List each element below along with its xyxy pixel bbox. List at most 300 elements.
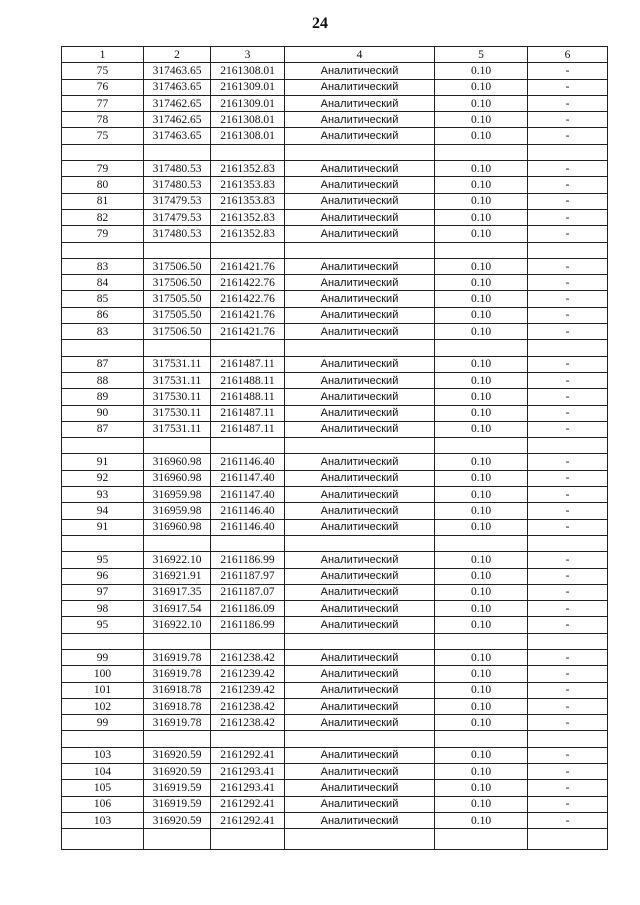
method-cell: Аналитический bbox=[285, 503, 435, 519]
method-cell: Аналитический bbox=[285, 258, 435, 274]
empty-cell bbox=[62, 535, 144, 551]
note-cell: - bbox=[528, 715, 608, 731]
x-coordinate-cell: 317506.50 bbox=[144, 258, 211, 274]
empty-cell bbox=[285, 340, 435, 356]
note-cell: - bbox=[528, 389, 608, 405]
point-number-cell: 82 bbox=[62, 209, 144, 225]
point-number-cell: 103 bbox=[62, 812, 144, 828]
note-cell: - bbox=[528, 503, 608, 519]
separator-row bbox=[62, 633, 608, 649]
x-coordinate-cell: 316960.98 bbox=[144, 470, 211, 486]
method-cell: Аналитический bbox=[285, 307, 435, 323]
y-coordinate-cell: 2161353.83 bbox=[211, 177, 285, 193]
point-number-cell: 103 bbox=[62, 747, 144, 763]
empty-cell bbox=[211, 535, 285, 551]
empty-cell bbox=[285, 438, 435, 454]
method-cell: Аналитический bbox=[285, 372, 435, 388]
empty-cell bbox=[528, 731, 608, 747]
x-coordinate-cell: 317480.53 bbox=[144, 226, 211, 242]
empty-cell bbox=[62, 731, 144, 747]
note-cell: - bbox=[528, 177, 608, 193]
empty-cell bbox=[528, 829, 608, 850]
table-row bbox=[62, 682, 608, 698]
empty-cell bbox=[211, 242, 285, 258]
empty-cell bbox=[211, 438, 285, 454]
separator-row bbox=[62, 535, 608, 551]
empty-cell bbox=[62, 144, 144, 160]
empty-cell bbox=[435, 438, 528, 454]
table-row bbox=[62, 177, 608, 193]
x-coordinate-cell: 317531.11 bbox=[144, 372, 211, 388]
x-coordinate-cell: 317506.50 bbox=[144, 275, 211, 291]
x-coordinate-cell: 317530.11 bbox=[144, 405, 211, 421]
x-coordinate-cell: 317531.11 bbox=[144, 356, 211, 372]
point-number-cell: 80 bbox=[62, 177, 144, 193]
table-row bbox=[62, 601, 608, 617]
accuracy-cell: 0.10 bbox=[435, 389, 528, 405]
accuracy-cell: 0.10 bbox=[435, 747, 528, 763]
note-cell: - bbox=[528, 356, 608, 372]
empty-cell bbox=[144, 144, 211, 160]
empty-cell bbox=[144, 731, 211, 747]
y-coordinate-cell: 2161488.11 bbox=[211, 372, 285, 388]
method-cell: Аналитический bbox=[285, 796, 435, 812]
note-cell: - bbox=[528, 682, 608, 698]
x-coordinate-cell: 316922.10 bbox=[144, 552, 211, 568]
method-cell: Аналитический bbox=[285, 275, 435, 291]
table-row bbox=[62, 649, 608, 665]
accuracy-cell: 0.10 bbox=[435, 405, 528, 421]
empty-cell bbox=[211, 340, 285, 356]
x-coordinate-cell: 317530.11 bbox=[144, 389, 211, 405]
note-cell: - bbox=[528, 470, 608, 486]
method-cell: Аналитический bbox=[285, 405, 435, 421]
x-coordinate-cell: 317506.50 bbox=[144, 324, 211, 340]
accuracy-cell: 0.10 bbox=[435, 307, 528, 323]
point-number-cell: 86 bbox=[62, 307, 144, 323]
table-row bbox=[62, 307, 608, 323]
table-row bbox=[62, 470, 608, 486]
column-header-6: 6 bbox=[528, 47, 608, 63]
accuracy-cell: 0.10 bbox=[435, 226, 528, 242]
note-cell: - bbox=[528, 666, 608, 682]
empty-cell bbox=[62, 340, 144, 356]
note-cell: - bbox=[528, 112, 608, 128]
accuracy-cell: 0.10 bbox=[435, 356, 528, 372]
x-coordinate-cell: 316959.98 bbox=[144, 487, 211, 503]
empty-cell bbox=[528, 633, 608, 649]
point-number-cell: 106 bbox=[62, 796, 144, 812]
table-body bbox=[62, 63, 608, 850]
point-number-cell: 84 bbox=[62, 275, 144, 291]
accuracy-cell: 0.10 bbox=[435, 177, 528, 193]
empty-cell bbox=[435, 144, 528, 160]
point-number-cell: 93 bbox=[62, 487, 144, 503]
table-row bbox=[62, 112, 608, 128]
empty-cell bbox=[62, 438, 144, 454]
point-number-cell: 91 bbox=[62, 519, 144, 535]
method-cell: Аналитический bbox=[285, 747, 435, 763]
accuracy-cell: 0.10 bbox=[435, 487, 528, 503]
note-cell: - bbox=[528, 372, 608, 388]
separator-row bbox=[62, 242, 608, 258]
method-cell: Аналитический bbox=[285, 715, 435, 731]
x-coordinate-cell: 316960.98 bbox=[144, 519, 211, 535]
x-coordinate-cell: 317505.50 bbox=[144, 291, 211, 307]
accuracy-cell: 0.10 bbox=[435, 112, 528, 128]
note-cell: - bbox=[528, 307, 608, 323]
x-coordinate-cell: 317480.53 bbox=[144, 177, 211, 193]
table-row bbox=[62, 95, 608, 111]
note-cell: - bbox=[528, 812, 608, 828]
table-row bbox=[62, 487, 608, 503]
y-coordinate-cell: 2161352.83 bbox=[211, 161, 285, 177]
accuracy-cell: 0.10 bbox=[435, 649, 528, 665]
empty-cell bbox=[62, 633, 144, 649]
method-cell: Аналитический bbox=[285, 682, 435, 698]
note-cell: - bbox=[528, 324, 608, 340]
x-coordinate-cell: 317463.65 bbox=[144, 128, 211, 144]
table-row bbox=[62, 226, 608, 242]
accuracy-cell: 0.10 bbox=[435, 503, 528, 519]
y-coordinate-cell: 2161187.07 bbox=[211, 584, 285, 600]
table-row bbox=[62, 324, 608, 340]
y-coordinate-cell: 2161421.76 bbox=[211, 307, 285, 323]
x-coordinate-cell: 316919.78 bbox=[144, 649, 211, 665]
accuracy-cell: 0.10 bbox=[435, 454, 528, 470]
method-cell: Аналитический bbox=[285, 161, 435, 177]
accuracy-cell: 0.10 bbox=[435, 796, 528, 812]
x-coordinate-cell: 316919.78 bbox=[144, 666, 211, 682]
empty-cell bbox=[211, 731, 285, 747]
y-coordinate-cell: 2161238.42 bbox=[211, 715, 285, 731]
y-coordinate-cell: 2161147.40 bbox=[211, 487, 285, 503]
x-coordinate-cell: 316920.59 bbox=[144, 747, 211, 763]
table-row bbox=[62, 161, 608, 177]
note-cell: - bbox=[528, 601, 608, 617]
method-cell: Аналитический bbox=[285, 519, 435, 535]
empty-cell bbox=[285, 144, 435, 160]
x-coordinate-cell: 317463.65 bbox=[144, 63, 211, 79]
accuracy-cell: 0.10 bbox=[435, 519, 528, 535]
y-coordinate-cell: 2161292.41 bbox=[211, 812, 285, 828]
point-number-cell: 78 bbox=[62, 112, 144, 128]
table-row bbox=[62, 454, 608, 470]
table-row bbox=[62, 764, 608, 780]
point-number-cell: 87 bbox=[62, 421, 144, 437]
point-number-cell: 105 bbox=[62, 780, 144, 796]
y-coordinate-cell: 2161146.40 bbox=[211, 503, 285, 519]
empty-cell bbox=[435, 340, 528, 356]
point-number-cell: 104 bbox=[62, 764, 144, 780]
point-number-cell: 88 bbox=[62, 372, 144, 388]
point-number-cell: 81 bbox=[62, 193, 144, 209]
point-number-cell: 90 bbox=[62, 405, 144, 421]
y-coordinate-cell: 2161292.41 bbox=[211, 747, 285, 763]
empty-cell bbox=[144, 633, 211, 649]
note-cell: - bbox=[528, 193, 608, 209]
y-coordinate-cell: 2161488.11 bbox=[211, 389, 285, 405]
accuracy-cell: 0.10 bbox=[435, 161, 528, 177]
note-cell: - bbox=[528, 291, 608, 307]
table-header bbox=[62, 47, 608, 63]
method-cell: Аналитический bbox=[285, 177, 435, 193]
point-number-cell: 99 bbox=[62, 715, 144, 731]
note-cell: - bbox=[528, 161, 608, 177]
x-coordinate-cell: 317462.65 bbox=[144, 95, 211, 111]
y-coordinate-cell: 2161146.40 bbox=[211, 454, 285, 470]
note-cell: - bbox=[528, 764, 608, 780]
y-coordinate-cell: 2161308.01 bbox=[211, 128, 285, 144]
y-coordinate-cell: 2161352.83 bbox=[211, 209, 285, 225]
point-number-cell: 83 bbox=[62, 324, 144, 340]
method-cell: Аналитический bbox=[285, 764, 435, 780]
method-cell: Аналитический bbox=[285, 421, 435, 437]
note-cell: - bbox=[528, 421, 608, 437]
table-row bbox=[62, 698, 608, 714]
table-row bbox=[62, 519, 608, 535]
empty-cell bbox=[528, 144, 608, 160]
accuracy-cell: 0.10 bbox=[435, 324, 528, 340]
table-row bbox=[62, 63, 608, 79]
accuracy-cell: 0.10 bbox=[435, 698, 528, 714]
y-coordinate-cell: 2161487.11 bbox=[211, 405, 285, 421]
method-cell: Аналитический bbox=[285, 209, 435, 225]
x-coordinate-cell: 316917.54 bbox=[144, 601, 211, 617]
column-header-4: 4 bbox=[285, 47, 435, 63]
x-coordinate-cell: 316920.59 bbox=[144, 764, 211, 780]
y-coordinate-cell: 2161293.41 bbox=[211, 780, 285, 796]
note-cell: - bbox=[528, 79, 608, 95]
accuracy-cell: 0.10 bbox=[435, 209, 528, 225]
point-number-cell: 102 bbox=[62, 698, 144, 714]
note-cell: - bbox=[528, 796, 608, 812]
y-coordinate-cell: 2161238.42 bbox=[211, 698, 285, 714]
empty-cell bbox=[144, 438, 211, 454]
y-coordinate-cell: 2161292.41 bbox=[211, 796, 285, 812]
accuracy-cell: 0.10 bbox=[435, 764, 528, 780]
x-coordinate-cell: 317505.50 bbox=[144, 307, 211, 323]
method-cell: Аналитический bbox=[285, 454, 435, 470]
note-cell: - bbox=[528, 519, 608, 535]
separator-row bbox=[62, 438, 608, 454]
table-row bbox=[62, 405, 608, 421]
point-number-cell: 77 bbox=[62, 95, 144, 111]
method-cell: Аналитический bbox=[285, 552, 435, 568]
table-row bbox=[62, 568, 608, 584]
method-cell: Аналитический bbox=[285, 95, 435, 111]
y-coordinate-cell: 2161293.41 bbox=[211, 764, 285, 780]
table-row bbox=[62, 275, 608, 291]
method-cell: Аналитический bbox=[285, 291, 435, 307]
note-cell: - bbox=[528, 617, 608, 633]
method-cell: Аналитический bbox=[285, 63, 435, 79]
table-row bbox=[62, 356, 608, 372]
y-coordinate-cell: 2161308.01 bbox=[211, 112, 285, 128]
x-coordinate-cell: 316960.98 bbox=[144, 454, 211, 470]
y-coordinate-cell: 2161187.97 bbox=[211, 568, 285, 584]
point-number-cell: 83 bbox=[62, 258, 144, 274]
table-row bbox=[62, 796, 608, 812]
empty-cell bbox=[144, 829, 211, 850]
y-coordinate-cell: 2161422.76 bbox=[211, 291, 285, 307]
y-coordinate-cell: 2161421.76 bbox=[211, 258, 285, 274]
table-row bbox=[62, 291, 608, 307]
separator-row bbox=[62, 731, 608, 747]
column-header-2: 2 bbox=[144, 47, 211, 63]
x-coordinate-cell: 316918.78 bbox=[144, 682, 211, 698]
note-cell: - bbox=[528, 649, 608, 665]
note-cell: - bbox=[528, 258, 608, 274]
method-cell: Аналитический bbox=[285, 470, 435, 486]
method-cell: Аналитический bbox=[285, 568, 435, 584]
method-cell: Аналитический bbox=[285, 324, 435, 340]
point-number-cell: 92 bbox=[62, 470, 144, 486]
separator-row bbox=[62, 144, 608, 160]
empty-cell bbox=[144, 340, 211, 356]
point-number-cell: 100 bbox=[62, 666, 144, 682]
x-coordinate-cell: 317462.65 bbox=[144, 112, 211, 128]
table-row bbox=[62, 389, 608, 405]
point-number-cell: 76 bbox=[62, 79, 144, 95]
table-row bbox=[62, 209, 608, 225]
table-row bbox=[62, 666, 608, 682]
accuracy-cell: 0.10 bbox=[435, 682, 528, 698]
y-coordinate-cell: 2161186.09 bbox=[211, 601, 285, 617]
empty-cell bbox=[285, 633, 435, 649]
note-cell: - bbox=[528, 698, 608, 714]
note-cell: - bbox=[528, 275, 608, 291]
table-row bbox=[62, 747, 608, 763]
x-coordinate-cell: 316922.10 bbox=[144, 617, 211, 633]
empty-cell bbox=[528, 340, 608, 356]
accuracy-cell: 0.10 bbox=[435, 258, 528, 274]
y-coordinate-cell: 2161422.76 bbox=[211, 275, 285, 291]
note-cell: - bbox=[528, 95, 608, 111]
y-coordinate-cell: 2161309.01 bbox=[211, 95, 285, 111]
accuracy-cell: 0.10 bbox=[435, 291, 528, 307]
page-number: 24 bbox=[312, 15, 328, 32]
x-coordinate-cell: 316919.78 bbox=[144, 715, 211, 731]
point-number-cell: 97 bbox=[62, 584, 144, 600]
note-cell: - bbox=[528, 552, 608, 568]
accuracy-cell: 0.10 bbox=[435, 568, 528, 584]
coordinates-table bbox=[61, 46, 608, 850]
accuracy-cell: 0.10 bbox=[435, 275, 528, 291]
empty-cell bbox=[211, 144, 285, 160]
empty-cell bbox=[435, 829, 528, 850]
table-row bbox=[62, 715, 608, 731]
x-coordinate-cell: 317480.53 bbox=[144, 161, 211, 177]
x-coordinate-cell: 317479.53 bbox=[144, 209, 211, 225]
note-cell: - bbox=[528, 780, 608, 796]
method-cell: Аналитический bbox=[285, 780, 435, 796]
accuracy-cell: 0.10 bbox=[435, 715, 528, 731]
separator-row bbox=[62, 340, 608, 356]
point-number-cell: 94 bbox=[62, 503, 144, 519]
method-cell: Аналитический bbox=[285, 601, 435, 617]
y-coordinate-cell: 2161308.01 bbox=[211, 63, 285, 79]
empty-cell bbox=[211, 829, 285, 850]
method-cell: Аналитический bbox=[285, 79, 435, 95]
y-coordinate-cell: 2161238.42 bbox=[211, 649, 285, 665]
empty-cell bbox=[528, 535, 608, 551]
table-row bbox=[62, 193, 608, 209]
separator-row bbox=[62, 829, 608, 850]
table-row bbox=[62, 503, 608, 519]
y-coordinate-cell: 2161186.99 bbox=[211, 552, 285, 568]
table-row bbox=[62, 617, 608, 633]
accuracy-cell: 0.10 bbox=[435, 128, 528, 144]
x-coordinate-cell: 316917.35 bbox=[144, 584, 211, 600]
note-cell: - bbox=[528, 487, 608, 503]
y-coordinate-cell: 2161239.42 bbox=[211, 666, 285, 682]
point-number-cell: 89 bbox=[62, 389, 144, 405]
header-row bbox=[62, 47, 608, 63]
empty-cell bbox=[285, 829, 435, 850]
point-number-cell: 95 bbox=[62, 617, 144, 633]
point-number-cell: 79 bbox=[62, 226, 144, 242]
empty-cell bbox=[285, 731, 435, 747]
note-cell: - bbox=[528, 747, 608, 763]
table-row bbox=[62, 258, 608, 274]
table-row bbox=[62, 421, 608, 437]
point-number-cell: 87 bbox=[62, 356, 144, 372]
point-number-cell: 101 bbox=[62, 682, 144, 698]
point-number-cell: 96 bbox=[62, 568, 144, 584]
point-number-cell: 85 bbox=[62, 291, 144, 307]
empty-cell bbox=[285, 242, 435, 258]
empty-cell bbox=[528, 438, 608, 454]
method-cell: Аналитический bbox=[285, 617, 435, 633]
method-cell: Аналитический bbox=[285, 584, 435, 600]
y-coordinate-cell: 2161239.42 bbox=[211, 682, 285, 698]
x-coordinate-cell: 316919.59 bbox=[144, 796, 211, 812]
method-cell: Аналитический bbox=[285, 812, 435, 828]
point-number-cell: 95 bbox=[62, 552, 144, 568]
note-cell: - bbox=[528, 128, 608, 144]
accuracy-cell: 0.10 bbox=[435, 63, 528, 79]
accuracy-cell: 0.10 bbox=[435, 79, 528, 95]
method-cell: Аналитический bbox=[285, 128, 435, 144]
method-cell: Аналитический bbox=[285, 112, 435, 128]
table-row bbox=[62, 812, 608, 828]
method-cell: Аналитический bbox=[285, 666, 435, 682]
table-row bbox=[62, 79, 608, 95]
empty-cell bbox=[435, 731, 528, 747]
y-coordinate-cell: 2161146.40 bbox=[211, 519, 285, 535]
accuracy-cell: 0.10 bbox=[435, 372, 528, 388]
method-cell: Аналитический bbox=[285, 698, 435, 714]
x-coordinate-cell: 317531.11 bbox=[144, 421, 211, 437]
accuracy-cell: 0.10 bbox=[435, 812, 528, 828]
empty-cell bbox=[62, 242, 144, 258]
point-number-cell: 75 bbox=[62, 128, 144, 144]
table-row bbox=[62, 552, 608, 568]
method-cell: Аналитический bbox=[285, 226, 435, 242]
accuracy-cell: 0.10 bbox=[435, 584, 528, 600]
point-number-cell: 75 bbox=[62, 63, 144, 79]
method-cell: Аналитический bbox=[285, 193, 435, 209]
column-header-3: 3 bbox=[211, 47, 285, 63]
accuracy-cell: 0.10 bbox=[435, 470, 528, 486]
table-row bbox=[62, 584, 608, 600]
table-row bbox=[62, 372, 608, 388]
point-number-cell: 79 bbox=[62, 161, 144, 177]
x-coordinate-cell: 316918.78 bbox=[144, 698, 211, 714]
method-cell: Аналитический bbox=[285, 356, 435, 372]
y-coordinate-cell: 2161487.11 bbox=[211, 421, 285, 437]
